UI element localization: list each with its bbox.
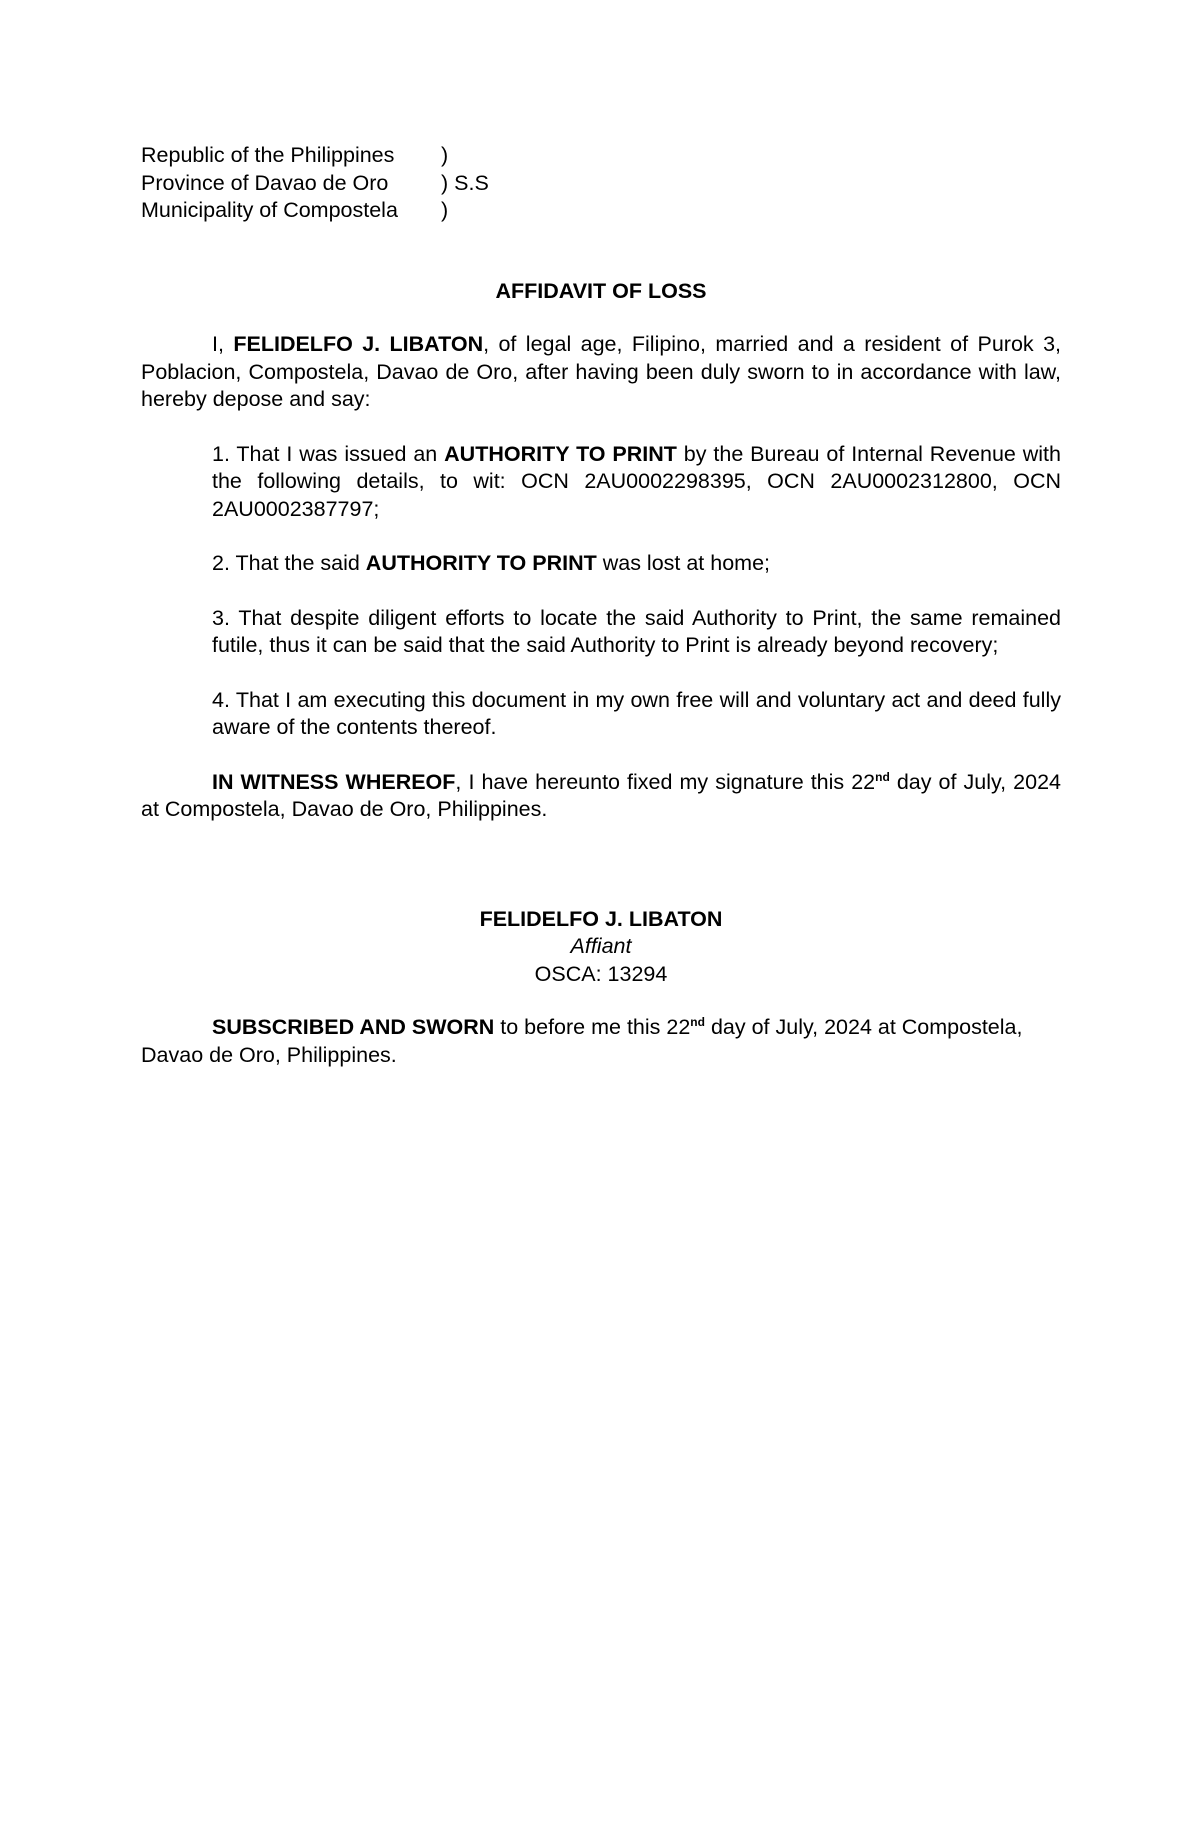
item-4-paragraph: 4. That I am executing this document in my own free will and voluntary act and deed fully aware of the contents thereof. [212, 687, 1061, 739]
intro-post: , of legal age, Filipino, married and a resident of Purok 3, Poblacion, Compostela, Davao de Oro, after having been duly sworn to in accordance with law, hereby depose and say: [141, 332, 1062, 411]
jurat-ordinal-suffix: nd [690, 1015, 705, 1029]
item-1-pre: 1. That I was issued an [212, 441, 445, 466]
venue-block [141, 142, 501, 225]
item-2-pre: 2. That the said [212, 551, 366, 575]
jurat-bold: SUBSCRIBED AND SWORN [212, 1015, 495, 1039]
witness-paragraph [141, 769, 1061, 824]
witness-pre: , I have hereunto fixed my signature this 22 [455, 769, 876, 794]
intro-paragraph [141, 331, 1061, 414]
witness-bold: IN WITNESS WHEREOF [212, 769, 456, 794]
witness-ordinal-suffix: nd [875, 769, 890, 784]
witness-post: day of July, 2024 at Compostela, Davao de Oro, Philippines. [141, 769, 1061, 821]
item-2-paragraph [212, 550, 1061, 578]
venue-municipality-label: Municipality of Compostela [141, 198, 398, 222]
item-1-post: by the Bureau of Internal Revenue with the following details, to wit: OCN 2AU0002298395, OCN 2AU0002312800, OCN 2AU0002387797; [212, 441, 1061, 521]
jurat-pre: to before me this 22 [494, 1015, 691, 1039]
intro-pre: I, [212, 332, 234, 356]
venue-republic-bracket: ) [441, 143, 449, 167]
signature-name: FELIDELFO J. LIBATON [479, 906, 723, 931]
signature-block [141, 906, 1061, 989]
signature-role: Affiant [570, 934, 632, 958]
affiant-name-inline: FELIDELFO J. LIBATON [233, 332, 484, 356]
item-3-paragraph: 3. That despite diligent efforts to locate the said Authority to Print, the same remained futile, thus it can be said that the said Authority to Print is already beyond recovery; [212, 605, 1061, 657]
document-title: AFFIDAVIT OF LOSS [495, 278, 707, 303]
item-2-bold: AUTHORITY TO PRINT [365, 551, 597, 575]
affidavit-document [141, 142, 1061, 1069]
venue-republic-label: Republic of the Philippines [141, 143, 395, 167]
venue-municipality-bracket: ) [441, 198, 449, 222]
item-1-paragraph [212, 441, 1061, 524]
venue-province-label: Province of Davao de Oro [141, 170, 389, 195]
item-2-post: was lost at home; [596, 551, 771, 575]
venue-province-bracket: ) S.S [441, 170, 489, 195]
jurat-paragraph [141, 1014, 1061, 1069]
signature-osca: OSCA: 13294 [534, 961, 668, 986]
jurat-post: day of July, 2024 at Compostela, Davao de Oro, Philippines. [141, 1015, 1023, 1067]
item-1-bold: AUTHORITY TO PRINT [444, 441, 677, 466]
